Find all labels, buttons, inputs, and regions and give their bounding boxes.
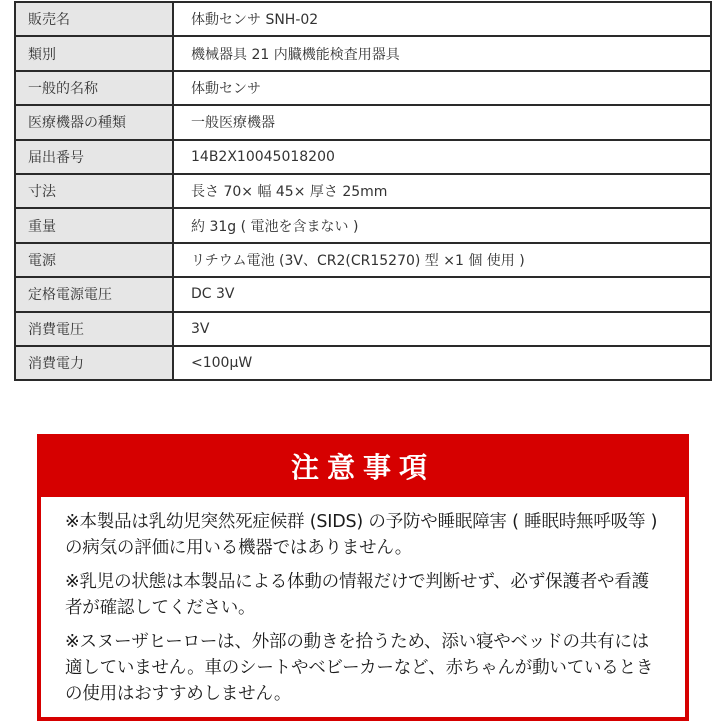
table-row: [15, 36, 711, 70]
notice-title: 注意事項: [290, 450, 435, 484]
row-label-device-class: 医療機器の種類: [15, 105, 173, 139]
notice-item-guardian-check: ※乳児の状態は本製品による体動の情報だけで判断せず、必ず保護者や看護者が確認してください。: [65, 572, 649, 618]
table-row: [15, 312, 711, 346]
row-label-category: 類別: [15, 36, 173, 70]
table-row: [15, 2, 711, 36]
table-row: [15, 174, 711, 208]
row-label-dimensions: 寸法: [15, 174, 173, 208]
row-value-category: 機械器具 21 内臓機能検査用器具: [173, 36, 711, 70]
row-label-power-source: 電源: [15, 243, 173, 277]
row-value-rated-voltage: DC 3V: [173, 277, 711, 311]
notice-body: [41, 497, 685, 717]
row-value-generic-name: 体動センサ: [173, 71, 711, 105]
notice-item-external-motion: ※スヌーザヒーローは、外部の動きを拾うため、添い寝やベッドの共有には適していません。車のシートやベビーカーなど、赤ちゃんが動いているときの使用はおすすめしません。: [65, 632, 654, 704]
row-value-power-consumption: <100µW: [173, 346, 711, 380]
row-label-consumption-voltage: 消費電圧: [15, 312, 173, 346]
row-label-generic-name: 一般的名称: [15, 71, 173, 105]
row-label-registration-number: 届出番号: [15, 140, 173, 174]
row-label-rated-voltage: 定格電源電圧: [15, 277, 173, 311]
row-value-weight: 約 31g ( 電池を含まない ): [173, 208, 711, 242]
notice-item-sids: ※本製品は乳幼児突然死症候群 (SIDS) の予防や睡眠障害 ( 睡眠時無呼吸等 ) の病気の評価に用いる機器ではありません。: [65, 512, 658, 558]
row-value-dimensions: 長さ 70× 幅 45× 厚さ 25mm: [173, 174, 711, 208]
row-value-registration-number: 14B2X10045018200: [173, 140, 711, 174]
notice-box: [37, 434, 689, 721]
row-value-sales-name: 体動センサ SNH-02: [173, 2, 711, 36]
table-row: [15, 105, 711, 139]
row-value-consumption-voltage: 3V: [173, 312, 711, 346]
row-value-power-source: リチウム電池 (3V、CR2(CR15270) 型 ×1 個 使用 ): [173, 243, 711, 277]
row-value-device-class: 一般医療機器: [173, 105, 711, 139]
table-row: [15, 71, 711, 105]
row-label-sales-name: 販売名: [15, 2, 173, 36]
row-label-weight: 重量: [15, 208, 173, 242]
table-row: [15, 277, 711, 311]
table-row: [15, 140, 711, 174]
table-row: [15, 208, 711, 242]
table-row: [15, 346, 711, 380]
row-label-power-consumption: 消費電力: [15, 346, 173, 380]
table-row: [15, 243, 711, 277]
spec-table: [14, 1, 712, 381]
